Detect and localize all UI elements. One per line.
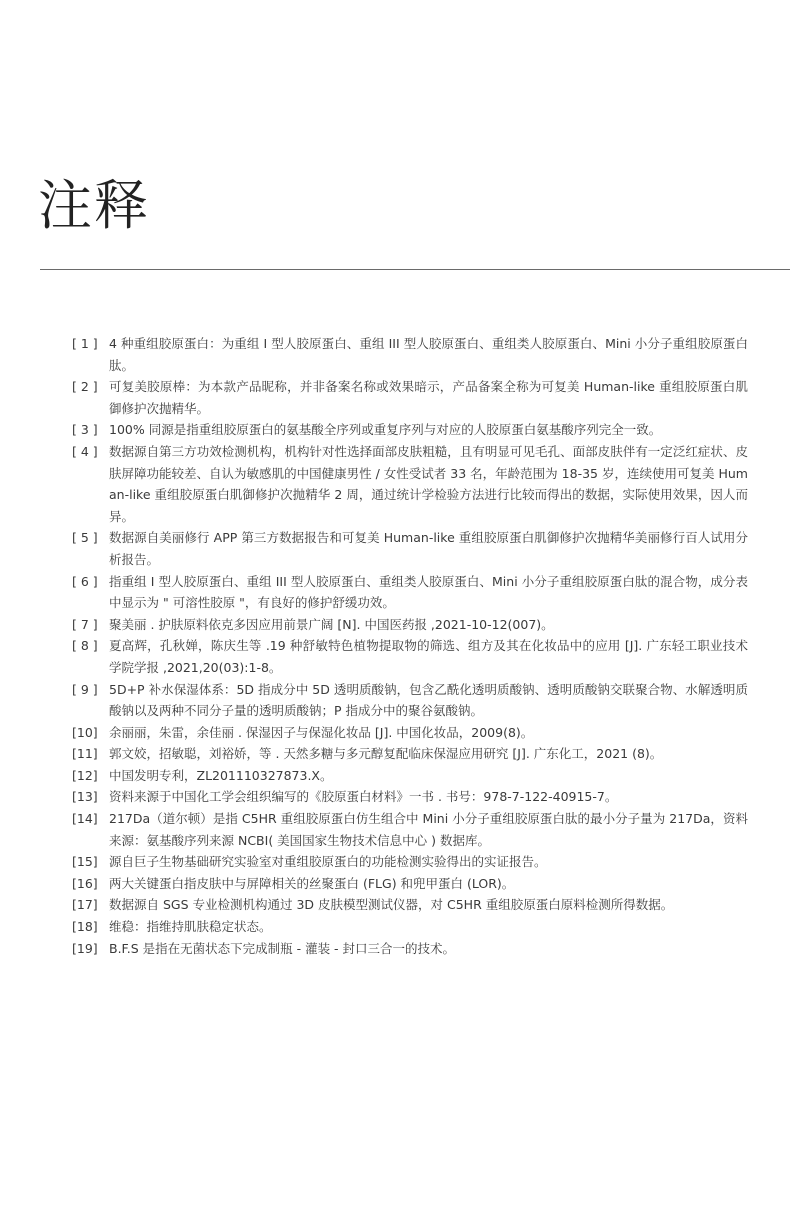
note-number: [ 5 ] — [72, 530, 98, 546]
note-text: 可复美胶原棒：为本款产品昵称，并非备案名称或效果暗示，产品备案全称为可复美 Human-like 重组胶原蛋白肌御修护次抛精华。 — [109, 379, 748, 416]
note-item — [72, 635, 748, 678]
note-text: 余丽丽，朱雷，余佳丽 . 保湿因子与保湿化妆品 [J]. 中国化妆品，2009(8)。 — [109, 724, 534, 740]
note-text: 217Da（道尔顿）是指 C5HR 重组胶原蛋白仿生组合中 Mini 小分子重组胶原蛋白肽的最小分子量为 217Da，资料来源：氨基酸序列来源 NCBI( 美国国家生物技术信息中心 ) 数据库。 — [109, 811, 748, 848]
note-number: [16] — [72, 875, 98, 891]
note-text: 数据源自第三方功效检测机构，机构针对性选择面部皮肤粗糙，且有明显可见毛孔、面部皮肤伴有一定泛红症状、皮肤屏障功能较差、自认为敏感肌的中国健康男性 / 女性受试者 33 名，年龄范围为 18-35 岁，连续使用可复美 Human-like 重组胶原蛋白肌御修护次抛精华 2 周，通过统计学检验方法进行比较而得出的数据，实际使用效果，因人而异。 — [109, 443, 748, 524]
note-number: [19] — [72, 940, 98, 956]
note-number: [ 3 ] — [72, 422, 98, 438]
note-item — [72, 743, 748, 765]
note-text: 5D+P 补水保湿体系：5D 指成分中 5D 透明质酸钠，包含乙酰化透明质酸钠、透明质酸钠交联聚合物、水解透明质酸钠以及两种不同分子量的透明质酸钠；P 指成分中的聚谷氨酸钠。 — [109, 681, 748, 719]
note-text: 中国发明专利，ZL201110327873.X。 — [109, 767, 333, 783]
note-item — [72, 376, 748, 419]
page-title: 注释 — [38, 174, 150, 237]
note-text: 郭文姣，招敏聪，刘裕娇，等 . 天然多糖与多元醇复配临床保湿应用研究 [J]. 广东化工，2021 (8)。 — [109, 746, 663, 762]
note-number: [10] — [72, 724, 98, 740]
note-text: 两大关键蛋白指皮肤中与屏障相关的丝聚蛋白 (FLG) 和兜甲蛋白 (LOR)。 — [109, 875, 515, 891]
note-text: 数据源自 SGS 专业检测机构通过 3D 皮肤模型测试仪器，对 C5HR 重组胶原蛋白原料检测所得数据。 — [109, 897, 674, 913]
note-number: [ 9 ] — [72, 681, 98, 697]
note-item — [72, 679, 748, 722]
note-text: 维稳：指维持肌肤稳定状态。 — [109, 919, 272, 935]
note-item — [72, 851, 748, 873]
note-item — [72, 938, 748, 960]
note-item — [72, 333, 748, 376]
note-item — [72, 419, 748, 441]
note-text: 指重组 I 型人胶原蛋白、重组 III 型人胶原蛋白、重组类人胶原蛋白、Mini 小分子重组胶原蛋白肽的混合物，成分表中显示为 " 可溶性胶原 "，有良好的修护舒缓功效。 — [109, 573, 748, 611]
note-text: 4 种重组胶原蛋白：为重组 I 型人胶原蛋白、重组 III 型人胶原蛋白、重组类人胶原蛋白、Mini 小分子重组胶原蛋白肽。 — [109, 336, 748, 373]
note-number: [ 8 ] — [72, 638, 98, 654]
note-number: [18] — [72, 919, 98, 935]
note-item — [72, 894, 748, 916]
note-number: [12] — [72, 767, 98, 783]
note-text: 源自巨子生物基础研究实验室对重组胶原蛋白的功能检测实验得出的实证报告。 — [109, 854, 547, 870]
note-item — [72, 786, 748, 808]
note-item — [72, 722, 748, 744]
note-number: [17] — [72, 897, 98, 913]
note-text: 聚美丽 . 护肤原料依克多因应用前景广阔 [N]. 中国医药报 ,2021-10-12(007)。 — [109, 616, 554, 632]
note-text: 夏高辉，孔秋婵，陈庆生等 .19 种舒敏特色植物提取物的筛选、组方及其在化妆品中的应用 [J]. 广东轻工职业技术学院学报 ,2021,20(03):1-8。 — [109, 638, 748, 675]
note-item — [72, 614, 748, 636]
note-number: [ 4 ] — [72, 443, 98, 459]
note-item — [72, 765, 748, 787]
note-item — [72, 916, 748, 938]
note-item — [72, 571, 748, 614]
note-text: B.F.S 是指在无菌状态下完成制瓶 - 灌装 - 封口三合一的技术。 — [109, 940, 456, 956]
note-item — [72, 527, 748, 570]
note-text: 数据源自美丽修行 APP 第三方数据报告和可复美 Human-like 重组胶原蛋白肌御修护次抛精华美丽修行百人试用分析报告。 — [109, 530, 748, 567]
note-number: [14] — [72, 811, 98, 827]
note-text: 100% 同源是指重组胶原蛋白的氨基酸全序列或重复序列与对应的人胶原蛋白氨基酸序列完全一致。 — [109, 422, 662, 438]
note-number: [ 7 ] — [72, 616, 98, 632]
note-number: [13] — [72, 789, 98, 805]
note-number: [15] — [72, 854, 98, 870]
note-number: [11] — [72, 746, 98, 762]
note-number: [ 1 ] — [72, 336, 98, 351]
note-item — [72, 441, 748, 527]
note-item — [72, 873, 748, 895]
note-item — [72, 808, 748, 851]
title-divider — [40, 269, 790, 270]
notes-list — [72, 333, 748, 959]
note-number: [ 2 ] — [72, 379, 98, 395]
note-number: [ 6 ] — [72, 573, 98, 589]
note-text: 资料来源于中国化工学会组织编写的《胶原蛋白材料》一书 . 书号：978-7-122-40915-7。 — [109, 789, 618, 805]
